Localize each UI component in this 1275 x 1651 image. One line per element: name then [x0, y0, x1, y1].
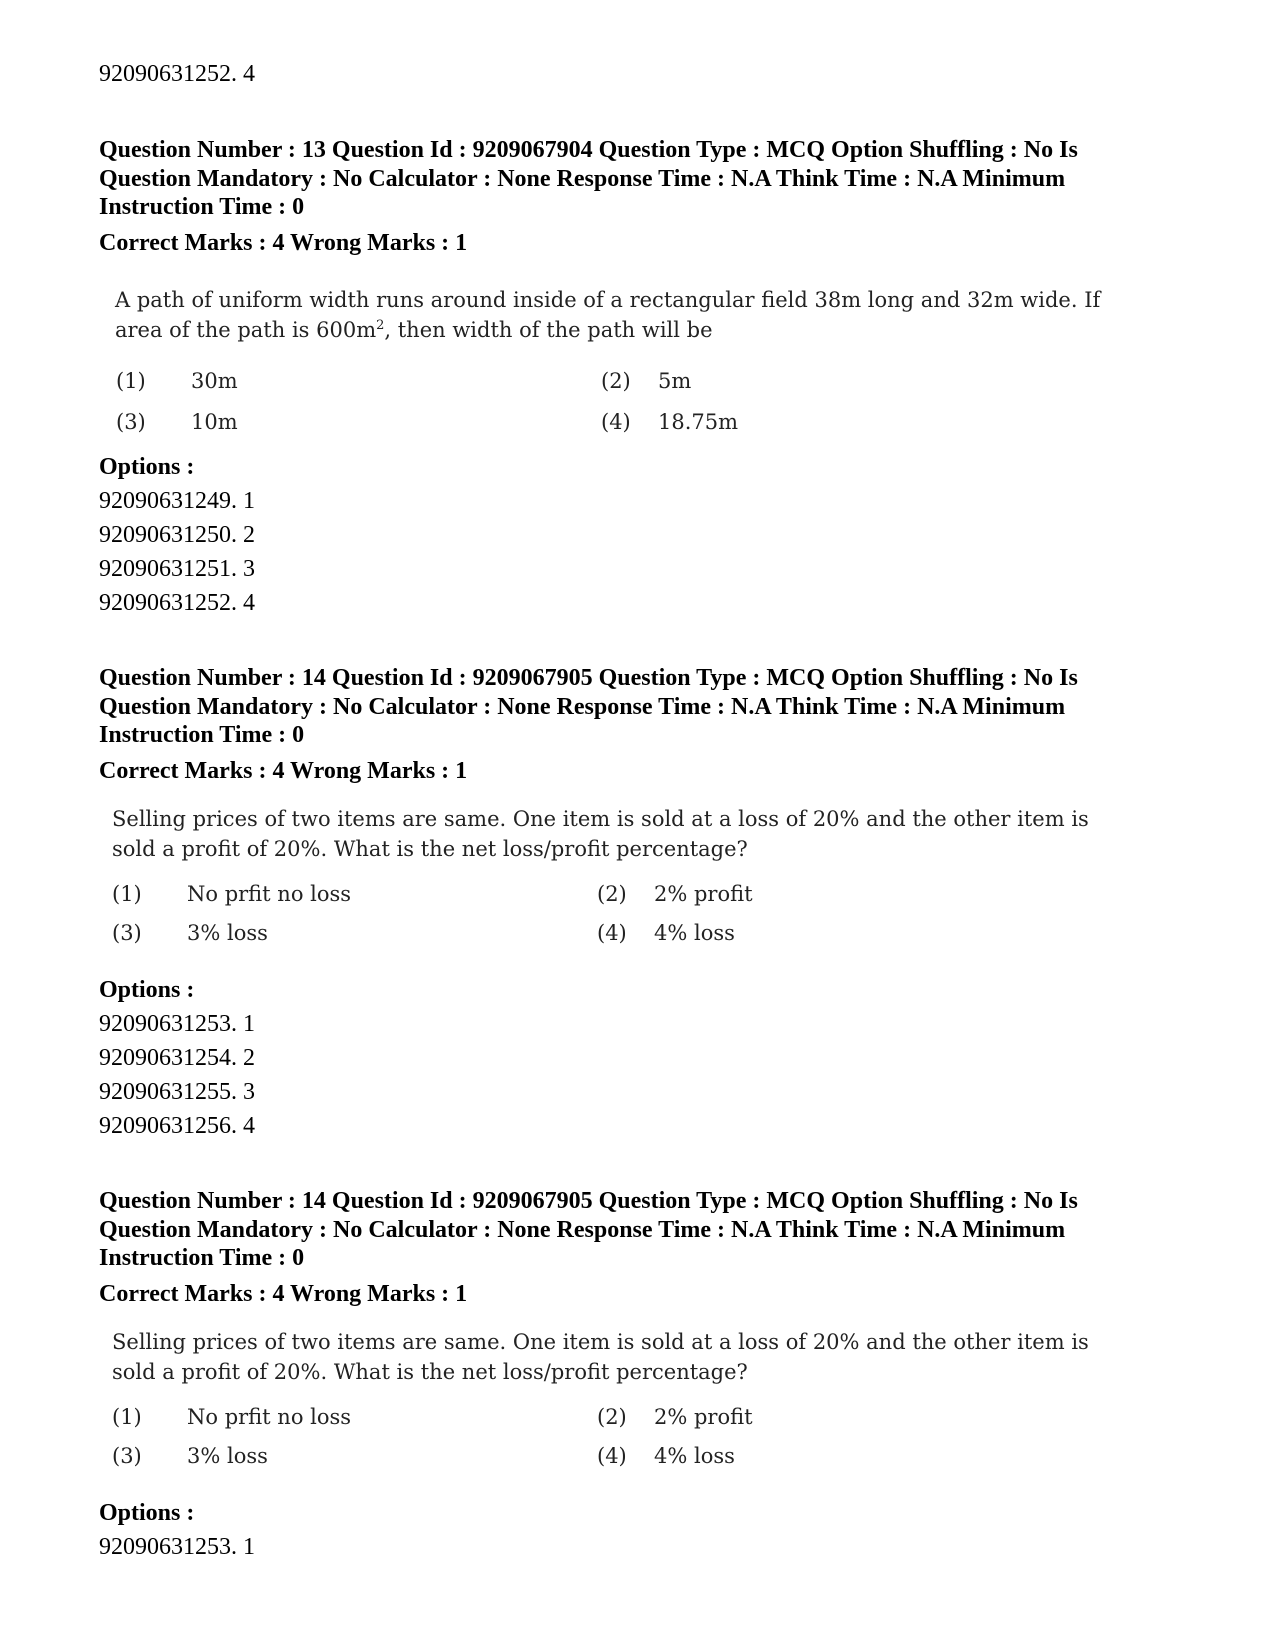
choice-number: (3) — [116, 410, 146, 434]
choice-text: No prfit no loss — [187, 1405, 352, 1429]
options-label: Options : — [99, 977, 195, 1003]
choice-text: 18.75m — [658, 410, 739, 434]
question-text: Selling prices of two items are same. One item is sold at a loss of 20% and the other item is sold a profit of 20%. What is the net loss/profit percentage? — [112, 1330, 1089, 1384]
options-label: Options : — [99, 1500, 195, 1526]
choice-number: (4) — [597, 1444, 627, 1468]
choice-number: (2) — [601, 369, 631, 393]
choice-number: (4) — [597, 921, 627, 945]
choice-number: (1) — [112, 1405, 142, 1429]
question-meta: Question Number : 14 Question Id : 9209067905 Question Type : MCQ Option Shuffling : No Is Question Mandatory : No Calculator : None Response Time : N.A Think Time : N.A Minimum Instruction Time : 0 — [99, 665, 1078, 748]
option-id-line: 92090631253. 1 — [99, 1534, 255, 1560]
question-text-tail: , then width of the path will be — [384, 318, 713, 342]
choice-text: 5m — [658, 369, 692, 393]
choice-number: (1) — [112, 882, 142, 906]
choice-number: (3) — [112, 1444, 142, 1468]
option-id-line: 92090631252. 4 — [99, 590, 255, 616]
option-id-line: 92090631250. 2 — [99, 522, 255, 548]
question-meta: Question Number : 13 Question Id : 9209067904 Question Type : MCQ Option Shuffling : No Is Question Mandatory : No Calculator : None Response Time : N.A Think Time : N.A Minimum Instruction Time : 0 — [99, 137, 1078, 220]
option-id-line: 92090631254. 2 — [99, 1045, 255, 1071]
choice-text: 2% profit — [654, 1405, 753, 1429]
question-text-superscript: 2 — [376, 318, 385, 333]
choice-number: (2) — [597, 882, 627, 906]
question-marks: Correct Marks : 4 Wrong Marks : 1 — [99, 230, 468, 256]
option-id-line: 92090631255. 3 — [99, 1079, 255, 1105]
choice-number: (2) — [597, 1405, 627, 1429]
choice-text: 30m — [191, 369, 238, 393]
option-id-line: 92090631256. 4 — [99, 1113, 255, 1139]
choice-text: 2% profit — [654, 882, 753, 906]
option-id-line: 92090631253. 1 — [99, 1011, 255, 1037]
choice-text: No prfit no loss — [187, 882, 352, 906]
question-marks: Correct Marks : 4 Wrong Marks : 1 — [99, 1281, 468, 1307]
question-text-main: A path of uniform width runs around inside of a rectangular field 38m long and 32m wide. If area of the path is 600m — [115, 288, 1101, 342]
question-marks: Correct Marks : 4 Wrong Marks : 1 — [99, 758, 468, 784]
choice-text: 10m — [191, 410, 238, 434]
question-text: Selling prices of two items are same. One item is sold at a loss of 20% and the other item is sold a profit of 20%. What is the net loss/profit percentage? — [112, 807, 1089, 861]
choice-number: (4) — [601, 410, 631, 434]
choice-number: (1) — [116, 369, 146, 393]
choice-text: 4% loss — [654, 921, 735, 945]
question-text — [115, 285, 1130, 345]
option-id-line: 92090631251. 3 — [99, 556, 255, 582]
question-meta: Question Number : 14 Question Id : 9209067905 Question Type : MCQ Option Shuffling : No Is Question Mandatory : No Calculator : None Response Time : N.A Think Time : N.A Minimum Instruction Time : 0 — [99, 1188, 1078, 1271]
option-id-line: 92090631252. 4 — [99, 61, 255, 87]
option-id-line: 92090631249. 1 — [99, 488, 255, 514]
choice-text: 3% loss — [187, 921, 268, 945]
choice-text: 3% loss — [187, 1444, 268, 1468]
options-label: Options : — [99, 454, 195, 480]
choice-text: 4% loss — [654, 1444, 735, 1468]
choice-number: (3) — [112, 921, 142, 945]
